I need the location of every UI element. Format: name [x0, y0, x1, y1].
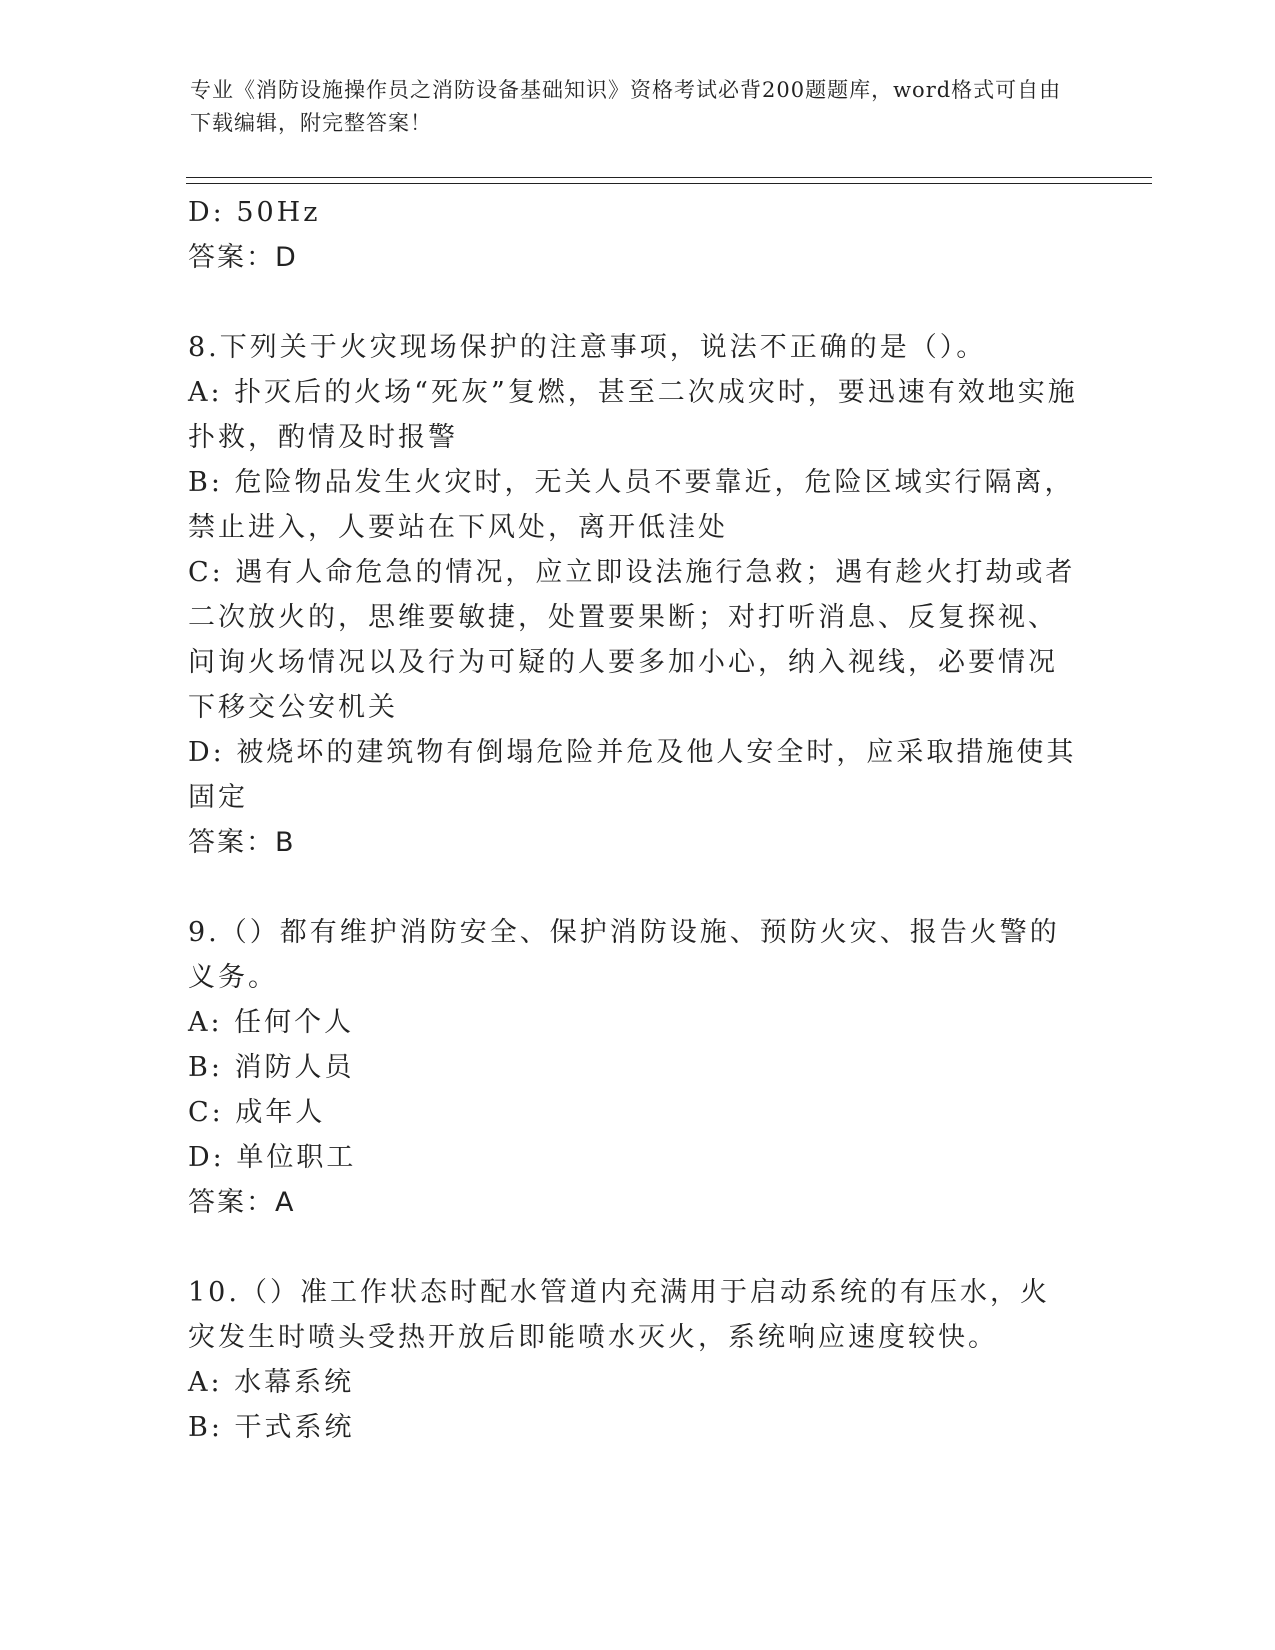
header-divider-bottom: [186, 183, 1152, 184]
question-10: [188, 1270, 1078, 1450]
question-10-stem: 10.（）准工作状态时配水管道内充满用于启动系统的有压水，火灾发生时喷头受热开放后即能喷水灭火，系统响应速度较快。: [188, 1277, 1050, 1353]
question-9-option-c: C: 成年人: [188, 1097, 326, 1128]
prev-option-d: D: 50Hz: [188, 197, 321, 228]
question-10-option-b: B: 干式系统: [188, 1412, 355, 1443]
question-8-option-a: A: 扑灭后的火场“死灰”复燃，甚至二次成灾时，要迅速有效地实施扑救，酌情及时报警: [188, 377, 1078, 453]
header-text: 专业《消防设施操作员之消防设备基础知识》资格考试必背200题题库，word格式可自由下载编辑，附完整答案！: [190, 78, 1062, 135]
question-9-stem: 9.（）都有维护消防安全、保护消防设施、预防火灾、报告火警的义务。: [188, 917, 1060, 993]
prev-answer: 答案：D: [188, 242, 298, 273]
question-8-option-c: C: 遇有人命危急的情况，应立即设法施行急救；遇有趁火打劫或者二次放火的，思维要敏捷，处置要果断；对打听消息、反复探视、问询火场情况以及行为可疑的人要多加小心，纳入视线，必要情况下移交公安机关: [188, 557, 1076, 723]
question-9: [188, 910, 1078, 1225]
question-8: [188, 325, 1078, 865]
question-8-option-b: B: 危险物品发生火灾时，无关人员不要靠近，危险区域实行隔离，禁止进入，人要站在下风处，离开低洼处: [188, 467, 1075, 543]
question-9-option-a: A: 任何个人: [188, 1007, 355, 1038]
question-body: [188, 190, 1078, 1450]
question-9-option-d: D: 单位职工: [188, 1142, 357, 1173]
question-9-answer: 答案：A: [188, 1187, 296, 1218]
question-8-stem: 8.下列关于火灾现场保护的注意事项，说法不正确的是（）。: [188, 332, 987, 363]
question-10-option-a: A: 水幕系统: [188, 1367, 355, 1398]
question-9-option-b: B: 消防人员: [188, 1052, 355, 1083]
header-divider-top: [186, 177, 1152, 178]
document-header: [190, 74, 1070, 140]
question-8-answer: 答案：B: [188, 827, 296, 858]
question-8-option-d: D: 被烧坏的建筑物有倒塌危险并危及他人安全时，应采取措施使其固定: [188, 737, 1077, 813]
